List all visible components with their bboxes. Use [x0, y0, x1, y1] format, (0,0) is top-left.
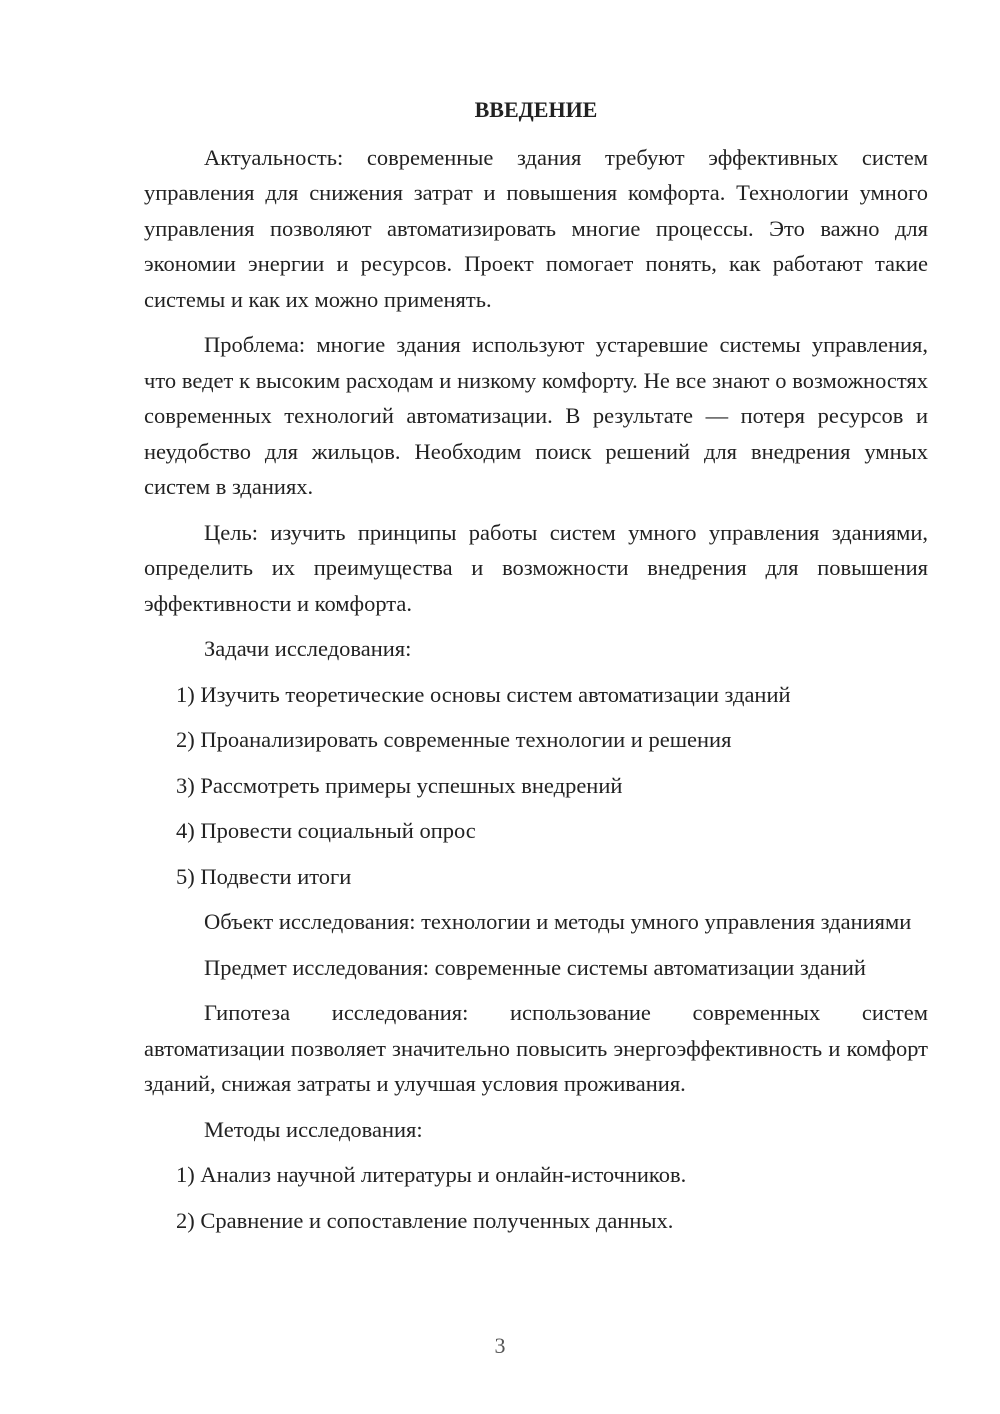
relevance-paragraph: Актуальность: современные здания требуют эффективных систем управления для снижения затрат и повышения комфорта. Технологии умного управления позволяют автоматизировать многие процессы. Это важно для экономии энергии и ресурсов. Проект помогает понять, как работают такие системы и как их можно применять. — [144, 144, 928, 312]
task-item: 5) Подвести итоги — [176, 863, 352, 889]
subject-paragraph: Предмет исследования: современные системы автоматизации зданий — [204, 954, 866, 980]
goal-paragraph: Цель: изучить принципы работы систем умного управления зданиями, определить их преимущества и возможности внедрения для повышения эффективности и комфорта. — [144, 519, 928, 616]
task-item: 1) Изучить теоретические основы систем автоматизации зданий — [176, 681, 791, 707]
task-item: 2) Проанализировать современные технологии и решения — [176, 727, 732, 752]
tasks-heading: Задачи исследования: — [204, 636, 412, 661]
section-title: ВВЕДЕНИЕ — [474, 97, 598, 122]
task-item: 4) Провести социальный опрос — [176, 818, 476, 843]
methods-heading: Методы исследования: — [204, 1116, 423, 1142]
task-item: 3) Рассмотреть примеры успешных внедрений — [176, 772, 623, 798]
hypothesis-paragraph: Гипотеза исследования: использование современных систем автоматизации позволяет значительно повысить энергоэффективность и комфорт зданий, снижая затраты и улучшая условия проживания. — [144, 1000, 928, 1096]
problem-paragraph: Проблема: многие здания используют устаревшие системы управления, что ведет к высоким расходам и низкому комфорту. Не все знают о возможностях современных технологий автоматизации. В результате — потеря ресурсов и неудобство для жильцов. Необходим поиск решений для внедрения умных систем в зданиях. — [144, 332, 928, 499]
method-item: 2) Сравнение и сопоставление полученных данных. — [176, 1207, 674, 1233]
page-number: 3 — [494, 1333, 506, 1358]
page-content — [144, 92, 928, 1248]
object-paragraph: Объект исследования: технологии и методы умного управления зданиями — [204, 909, 912, 934]
method-item: 1) Анализ научной литературы и онлайн-источников. — [176, 1162, 687, 1187]
